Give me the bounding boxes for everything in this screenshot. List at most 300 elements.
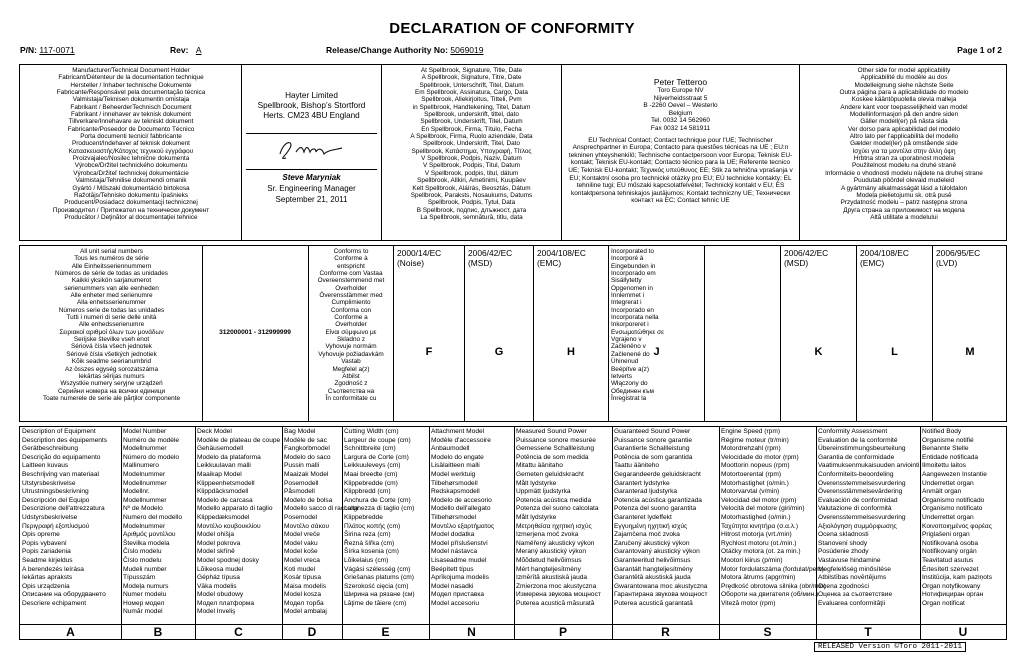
bottom-column-line: Zaručený akustický výkon — [614, 539, 690, 547]
conforms-line: Conforme com Vastaa — [319, 270, 383, 278]
release-value: 5069019 — [450, 45, 484, 55]
model-applicability-line: Modellinformasjon på den andre siden — [849, 111, 959, 119]
at-spellbrook-line: Spellbrook, Podpis, Tytuł, Data — [427, 199, 516, 207]
serial-line: All unit serial numbers — [80, 248, 143, 255]
serial-line: Az összes egység sorozatszáma — [64, 365, 159, 373]
bottom-column-line: Szerokość cięcia (cm) — [344, 582, 409, 590]
bottom-column-line: Ocena zgodności — [818, 582, 869, 590]
directive-code: 2006/42/EC — [468, 248, 513, 258]
bottom-column-line: Iekārtas apraksts — [22, 574, 73, 582]
conforms-line: Conforme à — [334, 255, 368, 263]
bottom-column-line: Notified Body — [922, 428, 962, 435]
model-applicability-line: Ισχύει για τα μοντέλα στην άλλη όψη — [852, 147, 956, 155]
bottom-column-line: Motorvarvtal (v/min) — [721, 488, 780, 496]
conforms-line: Conforme a — [334, 314, 368, 322]
directive-letter: L — [891, 346, 898, 358]
directive-letter: G — [494, 346, 504, 358]
rev-value: A — [195, 45, 202, 55]
bottom-column-line: Notifikovaná osoba — [922, 539, 979, 547]
serial-line: Tous les numéros de série — [74, 255, 149, 263]
bottom-column-line: Redskapsmodell — [431, 488, 480, 496]
manufacturer-line: Fabrikant / innehaver av teknisk dokument — [70, 111, 192, 119]
bottom-column-line: Maai breedte (cm) — [344, 470, 398, 478]
bottom-column-line: Anbaumodell — [431, 445, 470, 453]
model-applicability-line: Gælder model(ler) på omstående side — [850, 140, 958, 148]
bottom-column-line: Laitteen kuvaus — [22, 462, 69, 470]
bottom-column-line: Garantia de conformidade — [818, 453, 895, 461]
bottom-column-line: Overensstemmelsesvurdering — [818, 513, 906, 521]
bottom-column-line: Εγγυημένη ηχητική ισχύς — [614, 522, 688, 530]
bottom-column-line: Model pokrova — [197, 539, 241, 547]
bottom-column-line: Garantovaný akustický výkon — [614, 548, 700, 556]
at-spellbrook-line: Spellbrook, Paraksts, Nosaukums, Datums — [410, 191, 533, 199]
bottom-column-line: Garantált hangteljesítmény — [614, 565, 693, 573]
at-spellbrook-line: V Spellbrook, Podpis, Titul, Datum — [423, 162, 520, 170]
bottom-column-line: Zmierzona moc akustyczna — [516, 582, 597, 590]
bottom-column-line: Număr model — [123, 608, 163, 616]
model-applicability-line: Použitelnost modelu na druhé straně — [851, 162, 957, 170]
bottom-column-line: Modèle de plateau de coupe — [197, 436, 281, 444]
hayter-line: Hayter Limited — [285, 91, 338, 100]
bottom-column-line: Garanterad ljudstyrka — [614, 488, 678, 496]
incorporated-line: Włączony do — [611, 380, 648, 388]
bottom-column-line: Ocena skladnosti — [818, 531, 869, 539]
bottom-column-line: Model ohišja — [197, 531, 235, 539]
at-spellbrook-line: Spellbrook, Unterschrift, Titel, Datum — [419, 81, 524, 89]
bottom-column-line: Model vreca — [284, 556, 320, 564]
bottom-column-line: Garantert lydstyrke — [614, 479, 670, 487]
bottom-column-line: Conformity Assessment — [818, 428, 888, 435]
bottom-column-line: Koti mudel — [284, 565, 316, 573]
at-spellbrook-line: Em Spellbrook, Assinatura, Cargo, Data — [415, 89, 528, 97]
bottom-column-line: Popis vybavení — [22, 539, 67, 547]
model-applicability-line: Przydatność modelu – patrz następna strona — [840, 199, 968, 207]
signer-title: Sr. Engineering Manager — [267, 184, 356, 193]
signer-name: Steve Maryniak — [282, 173, 341, 182]
conforms-line: Megfelel a(z) — [332, 365, 370, 373]
bottom-column-line: Modello sacco di raccolta — [284, 505, 359, 513]
bottom-column-line: Seadme kirjeldus — [22, 556, 73, 564]
bottom-column-letter: R — [661, 625, 670, 639]
conforms-line: Vyhovuje požiadavkám — [318, 350, 384, 358]
manufacturer-line: Gyártó / Műszaki dokumentáció birtokosa — [72, 184, 190, 192]
conforms-line: Είναι σύμφωνο με — [325, 328, 377, 336]
page-number: Page 1 of 2 — [957, 45, 1002, 55]
bottom-column-line: Mootori kiirus (p/min) — [721, 556, 783, 564]
serial-line: Números serie de todas las unidades — [58, 306, 165, 314]
bottom-column-line: Модел платформа — [197, 599, 254, 607]
model-applicability-line: Altro lato per l'applicabilità del modello — [849, 133, 959, 141]
directive-sub: (EMC) — [537, 258, 562, 268]
bottom-column-line: Puterea acustică măsurată — [516, 599, 595, 607]
bottom-column-line: Lisälaitteen malli — [431, 462, 480, 470]
incorporated-line: Обединен към — [611, 387, 654, 395]
bottom-column-line: Rychlost motoru (ot./min.) — [721, 539, 797, 547]
bottom-column-line: Μοντέλο σάκου — [284, 522, 330, 530]
manufacturer-line: Výrobce/Držitel technického dokumentu — [74, 162, 188, 170]
bottom-column-line: Mitattu äänitaho — [516, 462, 563, 470]
bottom-column-line: Klippebredde (cm) — [344, 479, 398, 487]
bottom-column-line: Mudeli number — [123, 565, 167, 573]
bottom-column-line: Modello apparato di taglio — [197, 505, 273, 513]
conforms-line: În conformitate cu — [325, 394, 377, 402]
signature-block — [242, 65, 381, 240]
serial-line: Toate numerele de serie ale părţilor componente — [42, 394, 181, 402]
bottom-column-line: Deck Model — [197, 428, 232, 435]
bottom-column-line: Modellnummer — [123, 445, 167, 453]
bottom-column-line: Model accesoriu — [431, 599, 480, 607]
manufacturer-line: Fabricante/Responsável pela documentação técnica — [56, 89, 206, 97]
model-applicability-line: Puudutab pöördel olevaid mudeleid — [853, 177, 955, 185]
bottom-column-line: Típusszám — [123, 574, 156, 582]
conforms-line: Съответства на — [327, 387, 375, 395]
hayter-line: Spellbrook, Bishop’s Stortford — [257, 101, 366, 110]
model-applicability-line: Hrbtna stran za uporabnost modela — [853, 155, 955, 163]
bottom-column-line: Обороти на двигателя (об/мин.) — [721, 591, 819, 599]
bottom-column-line: Modellnr. — [123, 488, 150, 496]
bottom-column-line: Beschrijving van materiaal — [22, 470, 99, 478]
conforms-line: Överensstämmer med — [319, 292, 383, 300]
manufacturer-line: Tillverkare/Innehavare av tekniskt dokument — [68, 118, 194, 126]
manufacturer-line: Fabricante/Poseedor de Documento Técnico — [67, 125, 195, 133]
at-spellbrook-line: V Spellbrook, podpis, titul, dátum — [424, 169, 519, 177]
serial-line: Wszystkie numery seryjne urządzeń — [60, 380, 163, 388]
right-directive-2 — [933, 248, 1007, 418]
manufacturer-line: Manufacturer/Technical Document Holder — [72, 67, 190, 74]
model-applicability-line: Ver dorso para aplicabilidad del modelo — [848, 125, 960, 133]
model-applicability-line: A gyártmány alkalmasságát lásd a túloldalon — [840, 184, 968, 192]
eu-contact-block — [562, 65, 799, 240]
model-applicability-line: Other side for model applicability — [857, 67, 951, 74]
at-spellbrook-line: En Spellbrook, Firma, Título, Fecha — [421, 125, 522, 133]
middle-section — [19, 245, 1007, 422]
manufacturer-line: Výrobca/Držiteľ technickej dokumentácie — [73, 169, 189, 177]
serial-line: Serijske številke vseh enot — [73, 336, 150, 344]
bottom-column-line: Gerätbeschreibung — [22, 445, 79, 453]
bottom-column-line: Нотифициран орган — [922, 591, 984, 599]
bottom-column-line: Institūcija, kam paziņots — [922, 574, 992, 582]
conforms-line: Vyhovuje normám — [325, 343, 377, 351]
bottom-column-line: Širina reza (cm) — [344, 531, 391, 539]
at-spellbrook-line: in Spellbrook, Handtekening, Titel, Datum — [412, 103, 531, 111]
bottom-column-line: Model werktuig — [431, 470, 476, 478]
bottom-column-r — [614, 428, 718, 608]
bottom-column-line: Измерена звукова мощност — [516, 591, 601, 599]
bottom-column-line: Velocidad del motor (rpm) — [721, 496, 797, 504]
incorporated-line: Incorporado em — [611, 270, 656, 278]
model-applicability-line: Altă utilitate a modelului — [870, 213, 938, 221]
bottom-column-line: Maaizak Model — [284, 470, 329, 478]
bottom-column-line: Číslo modelu — [123, 556, 162, 564]
bottom-column-line: Modèle d'accessoire — [431, 436, 491, 444]
bottom-column-line: Leikkuuleveys (cm) — [344, 462, 401, 470]
incorporated-line: Začlenené do — [611, 350, 650, 358]
bottom-column-line: Garanteeritud helivõimsus — [614, 556, 691, 564]
bottom-column-line: Lisaseadme mudel — [431, 556, 487, 564]
conforms-line: Overholder — [335, 284, 367, 292]
bottom-column-line: Motorhastighet (o/min.) — [721, 479, 789, 487]
bottom-column-line: Übereinstimmungsbeurteilung — [818, 445, 906, 453]
bottom-column-line: Gehäusemodell — [197, 445, 244, 453]
bottom-column-letter: E — [381, 625, 390, 639]
at-spellbrook-line: Spellbrook, underskrift, tittel, dato — [424, 111, 519, 119]
bottom-column-line: Régime moteur (tr/min) — [721, 436, 789, 444]
bottom-column-line: Potencia acústica medida — [516, 496, 592, 504]
bottom-column-line: Model dodatka — [431, 531, 475, 539]
bottom-column-letter: N — [467, 625, 476, 639]
manufacturer-line: Valmistaja/Teknisen dokumentin omistaja — [72, 96, 190, 104]
bottom-column-line: Motordrehzahl (rpm) — [721, 445, 781, 453]
incorporated-line: Vgrajeno v — [611, 336, 642, 344]
revision — [170, 45, 206, 55]
at-spellbrook-line: A Spellbrook, Signature, Titre, Date — [421, 74, 522, 82]
bottom-column-c — [197, 428, 281, 617]
bottom-column-line: Description of Equipment — [22, 428, 96, 435]
bottom-column-line: Hitrost motorja (vrt./min) — [721, 531, 792, 539]
bottom-column-line: Mallinumero — [123, 462, 159, 470]
bottom-column-line: Attachment Model — [431, 428, 485, 435]
bottom-column-line: Fangkorbmodel — [284, 445, 330, 453]
incorporated-line: Innlemmet i — [611, 292, 645, 300]
conforms-line: Vastab — [341, 358, 361, 366]
bottom-column-line: Modelo de accesorio — [431, 496, 492, 504]
bottom-column-line: Descriere echipament — [22, 599, 87, 607]
conforms-line: entspricht — [337, 262, 365, 270]
bottom-column-line: Model ambalaj — [284, 608, 327, 616]
bottom-column-line: Utrustningsbeskrivning — [22, 488, 89, 496]
bottom-column-line: Модел торба — [284, 599, 324, 607]
document-title: DECLARATION OF CONFORMITY — [389, 20, 635, 37]
serial-line: Alle Einheitsseriennummern — [71, 262, 152, 270]
bottom-column-line: Underrettet organ — [922, 513, 974, 521]
bottom-column-line: Potenza del suono calcolata — [516, 505, 599, 513]
incorporated-line: Incorporé à — [611, 255, 644, 263]
serial-line: Sériová čísla všech jednotek — [71, 343, 152, 351]
bottom-column-line: Klippbredd (cm) — [344, 488, 391, 496]
manufacturer-line: Fabrikant / BeheerderTechnisch Document — [70, 103, 192, 111]
bottom-column-line: Organ notyfikowany — [922, 582, 981, 590]
bottom-column-line: Engine Speed (rpm) — [721, 428, 781, 435]
pn-value: 117-0071 — [39, 45, 75, 55]
conforms-line: Atbilst — [342, 372, 360, 380]
model-applicability-line: Gäller modell(er) på nästa sida — [860, 118, 948, 126]
directive-sub: (Noise) — [397, 258, 424, 268]
bottom-column-line: Bag Model — [284, 428, 316, 435]
bottom-column-line: Řezná šířka (cm) — [344, 539, 395, 547]
at-spellbrook-line: Spellbrook, Allkiri, Ametinimi, Kuupäev — [417, 177, 526, 185]
bottom-column-letter: A — [66, 625, 75, 639]
at-spellbrook-line: Spellbrook, Κατάστημα, Υπογραφή, Τίτλος — [411, 147, 532, 155]
bottom-column-line: Modelnummer — [123, 522, 166, 530]
conforms-to-list — [310, 248, 392, 402]
model-applicability-line: Andere kant voor toepasselijkheid van model — [840, 103, 968, 111]
directive-sub: (MSD) — [784, 258, 809, 268]
bottom-column-line: Motortoerental (rpm) — [721, 470, 782, 478]
signature-icon — [272, 136, 352, 164]
bottom-column-line: Guaranteed Sound Power — [614, 428, 691, 435]
bottom-column-letter: P — [558, 625, 567, 639]
at-spellbrook-line: Spellbrook, Underskrift, Titel, Datum — [420, 118, 523, 126]
bottom-column-line: Descripción del Equipo — [22, 496, 90, 504]
incorporated-line: Ietverts — [611, 372, 632, 380]
bottom-column-line: Nº de Modelo — [123, 505, 163, 513]
bottom-column-line: Model spodnej dosky — [197, 556, 259, 564]
bottom-column-line: Πλάτος κοπής (cm) — [344, 522, 401, 530]
bottom-column-line: Posemodell — [284, 479, 319, 487]
bottom-column-line: Evaluación de conformidad — [818, 496, 898, 504]
release-label: Release/Change Authority No: — [326, 45, 449, 55]
left-directive-2 — [534, 248, 608, 418]
bottom-column-line: Potência de som garantida — [614, 453, 693, 461]
bottom-column-line: Velocidade do motor (rpm) — [721, 453, 799, 461]
bottom-column-line: Otáčky motora (ot. za min.) — [721, 548, 801, 556]
bottom-column-line: Velocità del motore (giri/min) — [721, 505, 805, 513]
bottom-column-line: Descrição do equipamento — [22, 453, 101, 461]
incorporated-line: Incorporated to — [611, 248, 654, 255]
bottom-column-line: Zajamčena moč zvoka — [614, 531, 680, 539]
bottom-column-line: Vastavuse hindamine — [818, 556, 881, 564]
incorporated-line: Eingebunden in — [611, 262, 656, 270]
incorporated-line: Beépítve a(z) — [611, 365, 650, 373]
directive-sub: (EMC) — [860, 258, 885, 268]
bottom-column-line: Entidade notificada — [922, 453, 979, 461]
manufacturer-line: Proizvajalec/Nosilec tehnične dokumenta — [72, 155, 190, 163]
bottom-column-line: Overensstemmelsesvurdering — [818, 479, 906, 487]
bottom-column-line: Maisa modelis — [284, 582, 327, 590]
bottom-column-line: Model vreče — [284, 531, 320, 539]
bottom-column-line: Aprīkojuma modelis — [431, 574, 489, 582]
bottom-column-p — [516, 428, 611, 608]
incorporated-line: Integrerat i — [611, 299, 642, 307]
bottom-column-letter: U — [958, 625, 968, 639]
serial-line: Серийни номера на всички единици — [57, 387, 166, 395]
bottom-column-line: Atbilstības novērtējums — [818, 574, 887, 582]
manufacturer-line: Producent/Indehaver af teknisk dokument — [72, 140, 190, 148]
at-spellbrook-line: Kelt Spellbrook, Aláírás, Beosztás, Dátum — [412, 184, 531, 192]
conforms-line: Conforms to — [333, 248, 369, 255]
bottom-column-line: Modèle de sac — [284, 436, 327, 444]
peter-address-line: Tel. 0032 14 562960 — [651, 117, 710, 125]
directive-code: 2000/14/EC — [397, 248, 442, 258]
manufacturer-line: Porta documenti tecnici/ fabbricante — [80, 133, 182, 141]
bottom-column-line: Ilmoitettu laitos — [922, 462, 966, 470]
bottom-column-line: Model Number — [123, 428, 167, 435]
bottom-column-line: Μετρηθείσα ηχητική ισχύς — [516, 522, 592, 530]
bottom-column-line: Tilbehørsmodell — [431, 479, 478, 487]
bottom-section — [19, 426, 1007, 640]
serial-line: Σειριακοί αριθμοί όλων των μονάδων — [59, 328, 164, 336]
bottom-column-line: Beépített típus — [431, 565, 474, 573]
bottom-column-line: Modelo da plataforma — [197, 453, 261, 461]
bottom-column-line: Opis urządzenia — [22, 582, 70, 590]
bottom-column-line: Udstyrsbeskrivelse — [22, 513, 78, 521]
bottom-column-line: Model příslušenství — [431, 539, 488, 547]
model-applicability-line: Koskee kääntöpuolella olevia malleja — [851, 96, 957, 104]
bottom-column-line: Model nástavca — [431, 548, 478, 556]
serial-line: Alla enhetsserienummer — [77, 299, 146, 307]
bottom-column-line: Klippdäcksmodell — [197, 488, 249, 496]
bottom-column-line: Model nasadki — [431, 582, 474, 590]
bottom-column-line: Modelo de carcasa — [197, 496, 253, 504]
bottom-column-line: Påsmodell — [284, 488, 315, 496]
bottom-column-line: Organismo notificato — [922, 505, 983, 513]
bottom-column-line: Garantētā akustiskā jauda — [614, 574, 691, 582]
bottom-column-line: Μοντέλο κουβουκλίου — [197, 522, 261, 530]
serial-number-list — [22, 248, 201, 402]
bottom-column-line: Κοινοποιημένος φορέας — [922, 522, 992, 530]
bottom-column-line: Puissance sonore garantie — [614, 436, 693, 444]
directive-letter: F — [425, 346, 433, 358]
manufacturer-line: Ražotājs/Tehnisko dokumentu īpašnieks — [73, 191, 189, 199]
bottom-column-line: Гарантирана звукова мощност — [614, 591, 708, 599]
bottom-column-line: Maaikap Model — [197, 470, 242, 478]
model-applicability-list — [801, 67, 1007, 221]
bottom-column-line: Модел приставка — [431, 591, 485, 599]
bottom-column-line: Largeur de coupe (cm) — [344, 436, 411, 444]
bottom-column-a — [22, 428, 120, 608]
bottom-column-line: Conformiteits-beoordeling — [818, 470, 894, 478]
hayter-line: Herts. CM23 4BU England — [263, 111, 360, 120]
peter-address-line: Fax 0032 14 581911 — [650, 124, 711, 132]
directive-letter: H — [567, 346, 575, 358]
conforms-line: Zgodność z — [334, 380, 368, 388]
bottom-column-s — [721, 428, 826, 608]
bottom-column-letter: S — [763, 625, 772, 639]
incorporated-line: Začleněno v — [611, 343, 646, 351]
peter-address-line: Nijverheidsstraat 5 — [653, 94, 708, 102]
bottom-column-line: Priglašeni organ — [922, 531, 970, 539]
incorporated-line: Inkorporeret i — [611, 321, 649, 329]
bottom-column-line: Leikkuulavan malli — [197, 462, 251, 470]
bottom-column-line: Kosár típusa — [284, 574, 322, 582]
manufacturer-line: Hersteller / Inhaber technische Dokumente — [70, 81, 192, 89]
bottom-column-line: Garanteret lydeffekt — [614, 513, 672, 521]
bottom-column-line: Vágási szélesség (cm) — [344, 565, 411, 573]
bottom-column-line: Mért hangteljesítmény — [516, 565, 581, 573]
left-directive-3 — [609, 248, 704, 418]
bottom-column-line: A berendezés leírása — [22, 565, 84, 573]
bottom-column-letter: C — [234, 625, 243, 639]
directive-letter: J — [653, 346, 660, 358]
bottom-column-line: Modelo de bolsa — [284, 496, 333, 504]
bottom-column-line: Vaatimuksenmukaisuuden arviointi — [818, 462, 920, 470]
model-applicability-line: Modelleignung siehe nächste Seite — [854, 81, 954, 89]
manufacturer-line: Producent/Posiadacz dokumentacji technicznej — [64, 199, 198, 207]
bottom-column-line: Klippebredde — [344, 513, 383, 521]
at-spellbrook-line: Spellbrook, Allekirjoitus, Titteli, Pvm — [421, 96, 522, 104]
bottom-column-line: Målt lydstyrke — [516, 513, 557, 521]
conforms-line: Conforma con — [330, 306, 372, 314]
bottom-column-line: Notifikovaný orgán — [922, 548, 977, 556]
right-directive-0 — [781, 248, 856, 418]
bottom-column-line: Izmērītā akustiskā jauda — [516, 574, 588, 582]
bottom-column-line: Ταχύτητα κινητήρα (σ.α.λ.) — [721, 522, 799, 530]
bottom-column-line: Αξιολόγηση συμμόρφωσης — [818, 522, 897, 530]
manufacturer-line: Producător / Deţinător al documentaţiei tehnice — [64, 213, 198, 221]
serial-line: serienummers van alle eenheden — [64, 284, 159, 292]
bottom-column-line: Anmält organ — [922, 488, 962, 496]
bottom-column-line: Popis zariadenia — [22, 548, 71, 556]
bottom-column-letter: B — [153, 625, 163, 639]
bottom-column-line: Valutazione di conformità — [818, 505, 892, 513]
at-spellbrook-line: La Spellbrook, semnătură, titlu, data — [420, 213, 523, 221]
directive-sub: (LVD) — [936, 258, 958, 268]
bottom-column-line: Gépház típusa — [197, 574, 240, 582]
bottom-column-line: Garantierte Schallleistung — [614, 445, 690, 453]
eu-contact-text: EU Technical Contact; Contact technique pour l'UE; Technischer Ansprechpartner in Europa; Contacto para questões técnicas na UE ; EU:n tekninen yhteyshenkilö; Technische contactpersoon voor Europa; Teknisk EU-kontakt; Teknisk EU-kontakt; Contacto técnico para la UE; Referente tecnico UE; Teknisk EU-kontakt; Τεχνικός υπεύθυνος ΕΕ; Stik za tehnična vprašanja v EU; Kontaktní osoba pro technické otázky pro EU; EÚ technicke kontakty; EL tehniline tugi; EU műszaki kapcsolatfelvétel; Technický kontakt v EU; ES kontaktpersona tehniskajos jautājumos; Kontakt techniczny UE; Технически контакт на ЕС; Contact tehnic UE — [568, 136, 793, 205]
bottom-column-line: Tilbehørsmodel — [431, 513, 477, 521]
bottom-column-letter: D — [307, 625, 317, 639]
